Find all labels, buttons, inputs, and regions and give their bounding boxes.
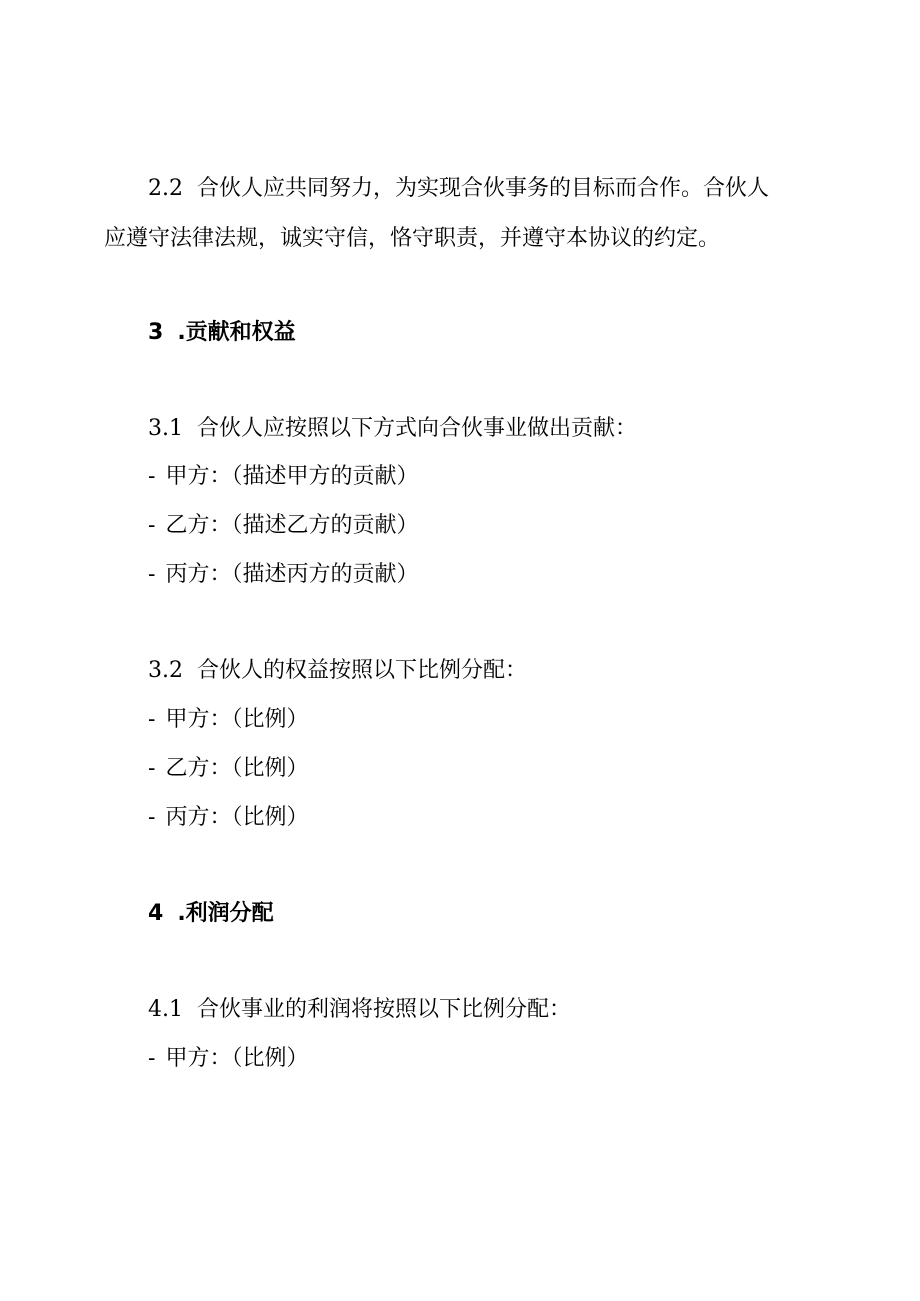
list-item <box>148 705 308 735</box>
list-item <box>148 462 418 492</box>
list-item <box>148 511 418 541</box>
paragraph-number: 3.2 <box>148 658 183 683</box>
paragraph-text: 合伙人应按照以下方式向合伙事业做出贡献： <box>197 416 638 441</box>
list-dash: - <box>148 562 156 587</box>
list-dash: - <box>148 756 156 781</box>
paragraph-number: 3.1 <box>148 416 183 441</box>
paragraph-number: 4.1 <box>148 997 183 1022</box>
paragraph-4-1 <box>148 995 571 1025</box>
list-dash: - <box>148 513 156 538</box>
section-3-heading <box>148 318 296 348</box>
paragraph-3-2 <box>148 656 527 686</box>
heading-number: 4 <box>148 901 164 926</box>
list-dash: - <box>148 1046 156 1071</box>
paragraph-text: 合伙人的权益按照以下比例分配： <box>197 658 528 683</box>
list-dash: - <box>148 707 156 732</box>
heading-text: .贡献和权益 <box>177 320 296 345</box>
list-item-text: 丙方：（比例） <box>165 805 309 830</box>
paragraph-text: 合伙人应共同努力，为实现合伙事务的目标而合作。合伙人 <box>197 176 770 201</box>
list-dash: - <box>148 464 156 489</box>
list-item <box>148 1044 308 1074</box>
paragraph-number: 2.2 <box>148 176 183 201</box>
list-item-text: 乙方：（描述乙方的贡献） <box>165 513 419 538</box>
section-4-heading <box>148 899 274 929</box>
heading-number: 3 <box>148 320 164 345</box>
list-item <box>148 560 418 590</box>
heading-text: .利润分配 <box>177 901 274 926</box>
list-dash: - <box>148 805 156 830</box>
list-item-text: 丙方：（描述丙方的贡献） <box>165 562 419 587</box>
list-item <box>148 754 308 784</box>
paragraph-text: 合伙事业的利润将按照以下比例分配： <box>197 997 572 1022</box>
list-item-text: 甲方：（比例） <box>165 1046 309 1071</box>
paragraph-3-1 <box>148 414 637 444</box>
list-item <box>148 803 308 833</box>
list-item-text: 甲方：（比例） <box>165 707 309 732</box>
paragraph-2-2-line-2: 应遵守法律法规，诚实守信，恪守职责，并遵守本协议的约定。 <box>104 226 721 251</box>
list-item-text: 甲方：（描述甲方的贡献） <box>165 464 419 489</box>
paragraph-2-2-line-1 <box>148 174 769 204</box>
list-item-text: 乙方：（比例） <box>165 756 309 781</box>
